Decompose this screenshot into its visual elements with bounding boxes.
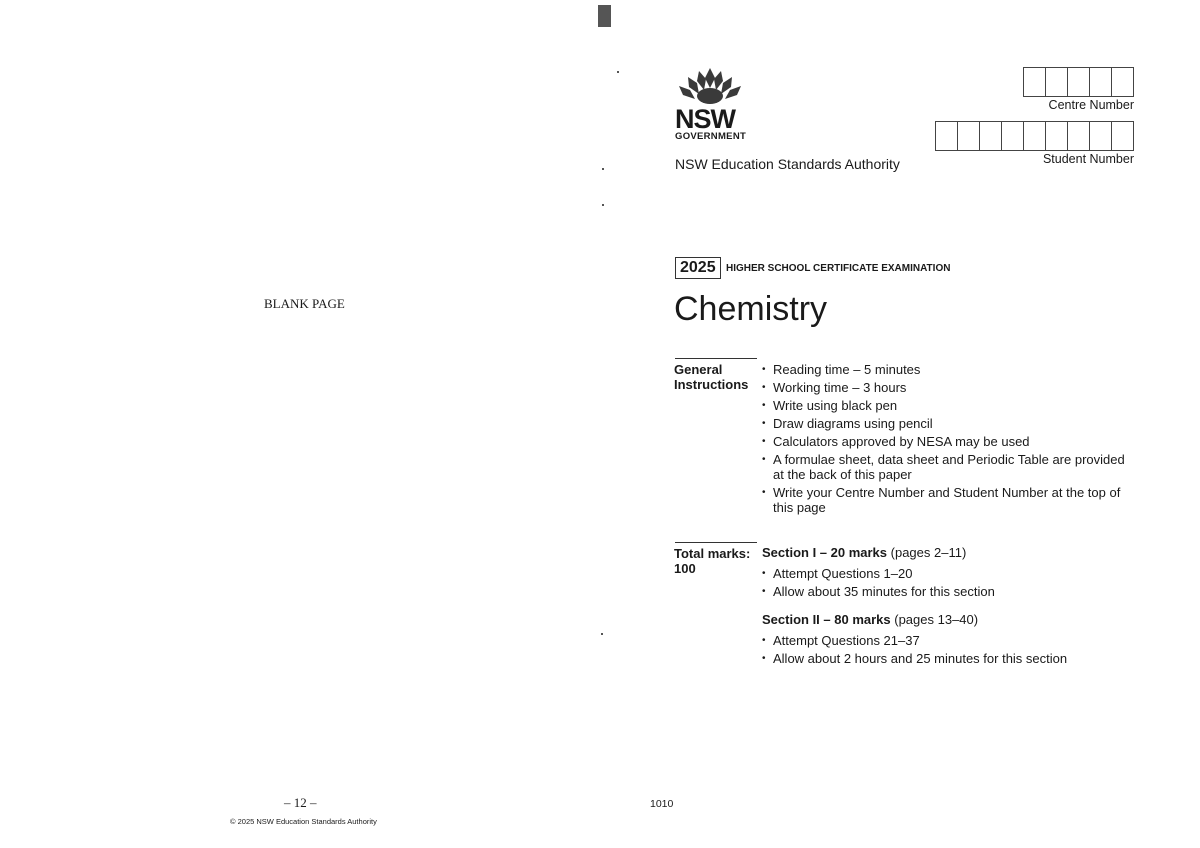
subject-title: Chemistry — [674, 290, 828, 328]
digit-box[interactable] — [1090, 68, 1112, 96]
list-item: • Working time – 3 hours — [762, 380, 1132, 395]
digit-box[interactable] — [1024, 68, 1046, 96]
list-item: • Attempt Questions 21–37 — [762, 633, 1132, 648]
digit-box[interactable] — [980, 122, 1002, 150]
list-item: • Write your Centre Number and Student Number at the top of this page — [762, 485, 1132, 515]
general-instructions-label: General Instructions — [674, 362, 749, 392]
list-item: • Attempt Questions 1–20 — [762, 566, 1132, 581]
digit-box[interactable] — [1024, 122, 1046, 150]
digit-box[interactable] — [958, 122, 980, 150]
scan-speck — [602, 204, 604, 206]
logo-subword: GOVERNMENT — [675, 131, 747, 142]
centre-number-label: Centre Number — [1048, 98, 1134, 112]
digit-box[interactable] — [1046, 68, 1068, 96]
general-instructions-list — [762, 362, 1132, 518]
section-2 — [762, 612, 1132, 669]
waratah-icon — [675, 66, 745, 106]
student-number-label: Student Number — [1042, 152, 1134, 166]
blank-page-text: BLANK PAGE — [264, 296, 345, 311]
scan-speck — [602, 168, 604, 170]
digit-box[interactable] — [1112, 68, 1133, 96]
copyright: © 2025 NSW Education Standards Authority — [230, 817, 377, 826]
list-item: • Write using black pen — [762, 398, 1132, 413]
list-item: • Calculators approved by NESA may be used — [762, 434, 1132, 449]
nsw-government-logo — [675, 66, 745, 142]
list-item: • A formulae sheet, data sheet and Periodic Table are provided at the back of this paper — [762, 452, 1132, 482]
list-item: • Draw diagrams using pencil — [762, 416, 1132, 431]
digit-box[interactable] — [1068, 122, 1090, 150]
total-marks-label: Total marks: 100 — [674, 546, 751, 576]
digit-box[interactable] — [1090, 122, 1112, 150]
logo-word: NSW — [675, 104, 735, 134]
digit-box[interactable] — [1112, 122, 1133, 150]
digit-box[interactable] — [1046, 122, 1068, 150]
digit-box[interactable] — [1068, 68, 1090, 96]
list-item: • Allow about 2 hours and 25 minutes for this section — [762, 651, 1132, 666]
divider — [675, 542, 757, 543]
section-1-list — [762, 566, 1132, 599]
scan-speck — [601, 633, 603, 635]
section-heading: Section II – 80 marks (pages 13–40) — [762, 612, 979, 627]
authority-name: NSW Education Standards Authority — [675, 156, 900, 172]
digit-box[interactable] — [936, 122, 958, 150]
page-number: – 12 – — [284, 795, 317, 810]
centre-number-boxes[interactable] — [1023, 67, 1134, 97]
student-number-boxes[interactable] — [935, 121, 1134, 151]
section-1 — [762, 545, 1132, 602]
paper-code: 1010 — [650, 798, 674, 810]
divider — [675, 358, 757, 359]
scan-speck — [617, 71, 619, 73]
exam-year: 2025 — [675, 257, 721, 279]
digit-box[interactable] — [1002, 122, 1024, 150]
section-heading: Section I – 20 marks (pages 2–11) — [762, 545, 967, 560]
list-item: • Allow about 35 minutes for this section — [762, 584, 1132, 599]
exam-title: HIGHER SCHOOL CERTIFICATE EXAMINATION — [726, 263, 951, 274]
section-2-list — [762, 633, 1132, 666]
scan-mark — [598, 5, 611, 27]
list-item: • Reading time – 5 minutes — [762, 362, 1132, 377]
